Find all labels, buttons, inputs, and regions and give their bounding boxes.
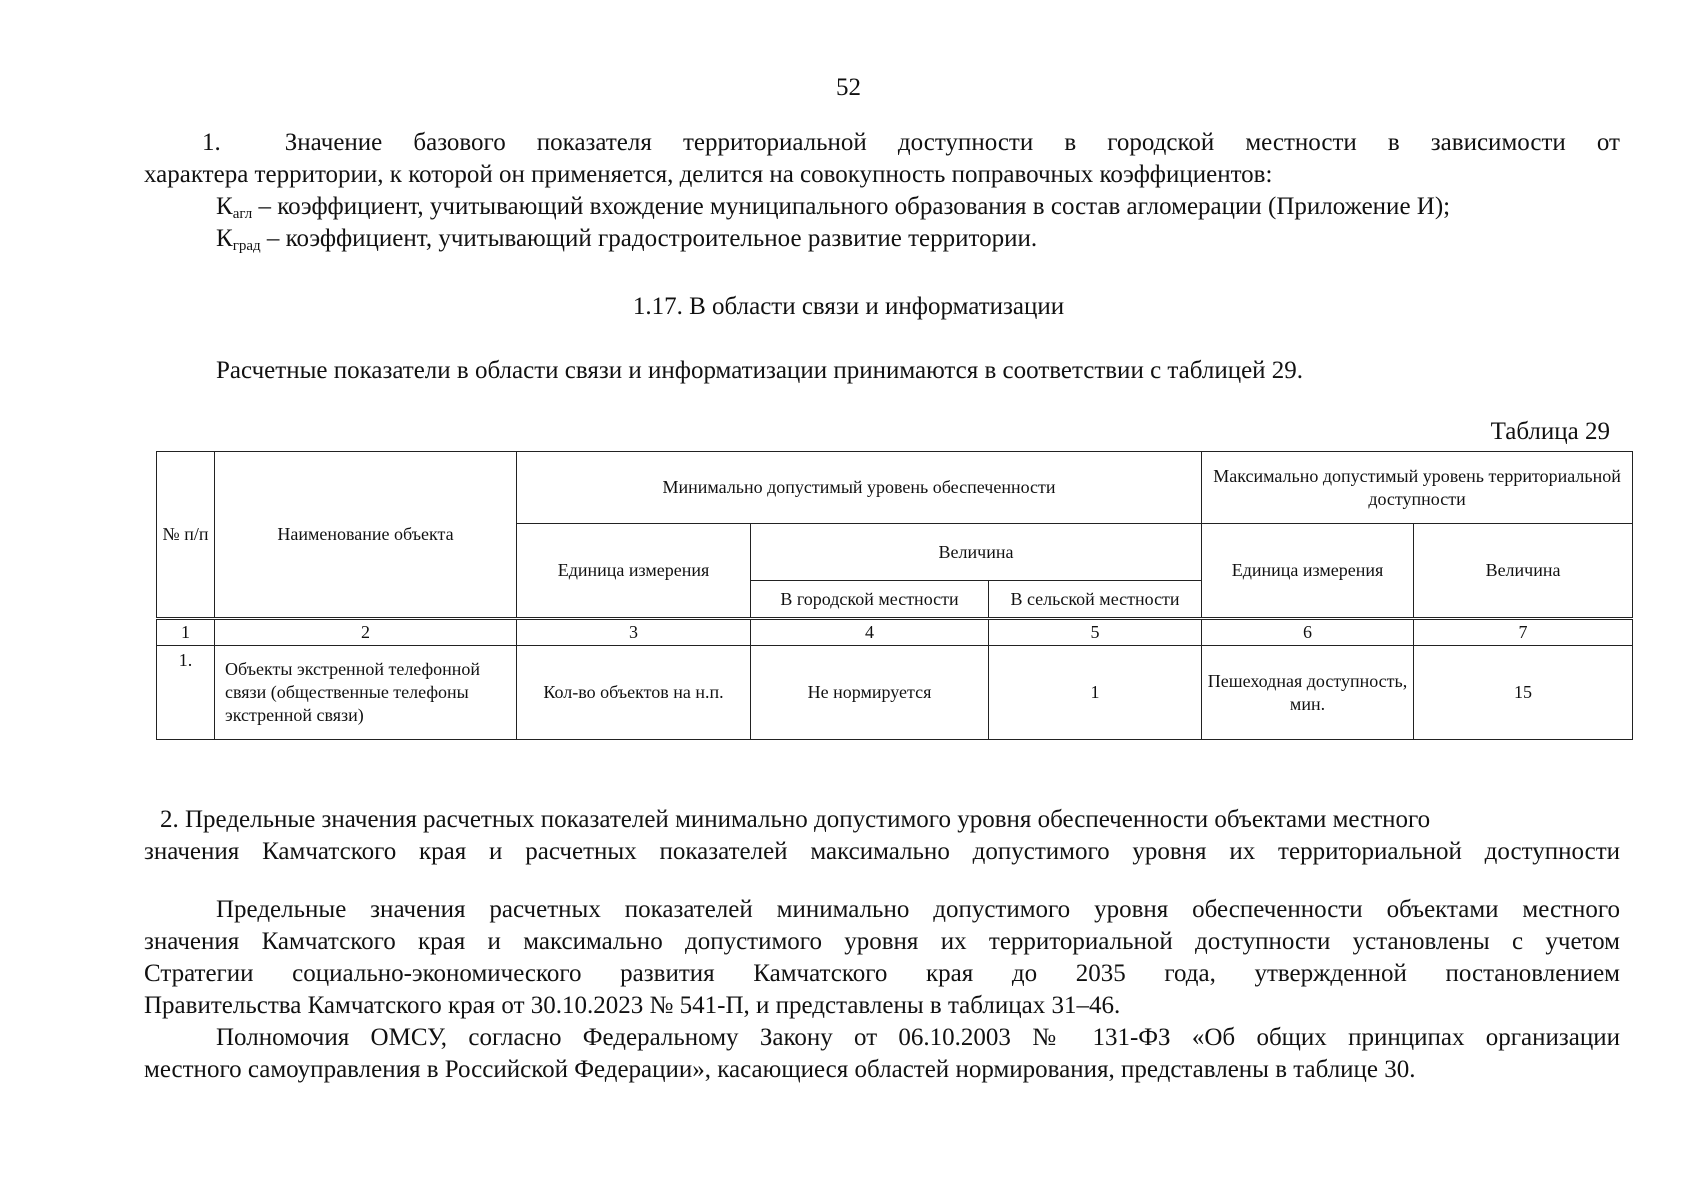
column-number-row [157, 620, 1633, 646]
section-2-paragraph-2 [144, 1022, 1620, 1086]
header-name: Наименование объекта [215, 452, 517, 618]
header-max-unit: Единица измерения [1202, 524, 1414, 618]
p1-line-1: Предельные значения расчетных показателей минимально допустимого уровня обеспеченности объектами местного [216, 896, 1620, 923]
section-117-title: 1.17. В области связи и информатизации [632, 293, 1065, 320]
header-unit: Единица измерения [517, 524, 751, 618]
intro-line-1-text: Значение базового показателя территориальной доступности в городской местности в зависимости от [284, 129, 1620, 156]
header-rural: В сельской местности [989, 581, 1202, 618]
p2-line-2: местного самоуправления в Российской Федерации», касающиеся областей нормирования, представлены в таблице 30. [144, 1056, 1416, 1083]
page-number: 52 [836, 74, 861, 101]
row-num: 1. [157, 646, 215, 740]
p1-line-4: Правительства Камчатского края от 30.10.2023 № 541-П, и представлены в таблицах 31–46. [144, 992, 1121, 1019]
row-urban: Не нормируется [751, 646, 989, 740]
section-2-title-line-1: 2. Предельные значения расчетных показателей минимально допустимого уровня обеспеченности объектами местного [160, 806, 1431, 833]
p1-line-3: Стратегии социально-экономического развития Камчатского края до 2035 года, утвержденной постановлением [144, 960, 1620, 987]
header-value: Величина [751, 524, 1202, 581]
section-2-paragraph-1 [144, 894, 1620, 1022]
intro-line-2: характера территории, к которой он применяется, делится на совокупность поправочных коэффициентов: [144, 161, 1273, 188]
col-num-5: 5 [989, 620, 1202, 646]
col-num-7: 7 [1414, 620, 1633, 646]
header-max-value: Величина [1414, 524, 1633, 618]
table-caption: Таблица 29 [1490, 418, 1610, 445]
k1-subscript: агл [232, 206, 253, 222]
coefficient-grad [144, 223, 1620, 255]
col-num-3: 3 [517, 620, 751, 646]
intro-number: 1. [202, 129, 221, 156]
row-name: Объекты экстренной телефонной связи (общественные телефоны экстренной связи) [215, 646, 517, 740]
k1-text: – коэффициент, учитывающий вхождение муниципального образования в состав агломерации (Приложение И); [252, 193, 1451, 220]
col-num-1: 1 [157, 620, 215, 646]
row-max-value: 15 [1414, 646, 1633, 740]
col-num-4: 4 [751, 620, 989, 646]
intro-line-1 [144, 127, 1620, 159]
k1-symbol: К [216, 193, 233, 220]
col-num-2: 2 [215, 620, 517, 646]
k2-text: – коэффициент, учитывающий градостроительное развитие территории. [260, 225, 1038, 252]
header-max-group: Максимально допустимый уровень территориальной доступности [1202, 452, 1633, 524]
section-2-title [144, 804, 1620, 868]
coefficient-agl [144, 191, 1620, 223]
section-117-text: Расчетные показатели в области связи и информатизации принимаются в соответствии с таблицей 29. [216, 357, 1304, 384]
k2-symbol: К [216, 225, 233, 252]
table-row [157, 646, 1633, 740]
row-unit: Кол-во объектов на н.п. [517, 646, 751, 740]
table29-header [156, 451, 1633, 618]
header-min-group: Минимально допустимый уровень обеспеченности [517, 452, 1202, 524]
table29-body [156, 619, 1633, 740]
p2-line-1: Полномочия ОМСУ, согласно Федеральному Закону от 06.10.2003 № 131-ФЗ «Об общих принципах организации [216, 1024, 1620, 1051]
section-2-title-line-2: значения Камчатского края и расчетных показателей максимально допустимого уровня их территориальной доступности [144, 838, 1620, 865]
k2-subscript: град [232, 238, 261, 254]
intro-paragraph [144, 127, 1620, 255]
header-num: № п/п [157, 452, 215, 618]
header-urban: В городской местности [751, 581, 989, 618]
row-max-unit: Пешеходная доступность, мин. [1202, 646, 1414, 740]
col-num-6: 6 [1202, 620, 1414, 646]
p1-line-2: значения Камчатского края и максимально допустимого уровня их территориальной доступности установлены с учетом [144, 928, 1620, 955]
row-rural: 1 [989, 646, 1202, 740]
